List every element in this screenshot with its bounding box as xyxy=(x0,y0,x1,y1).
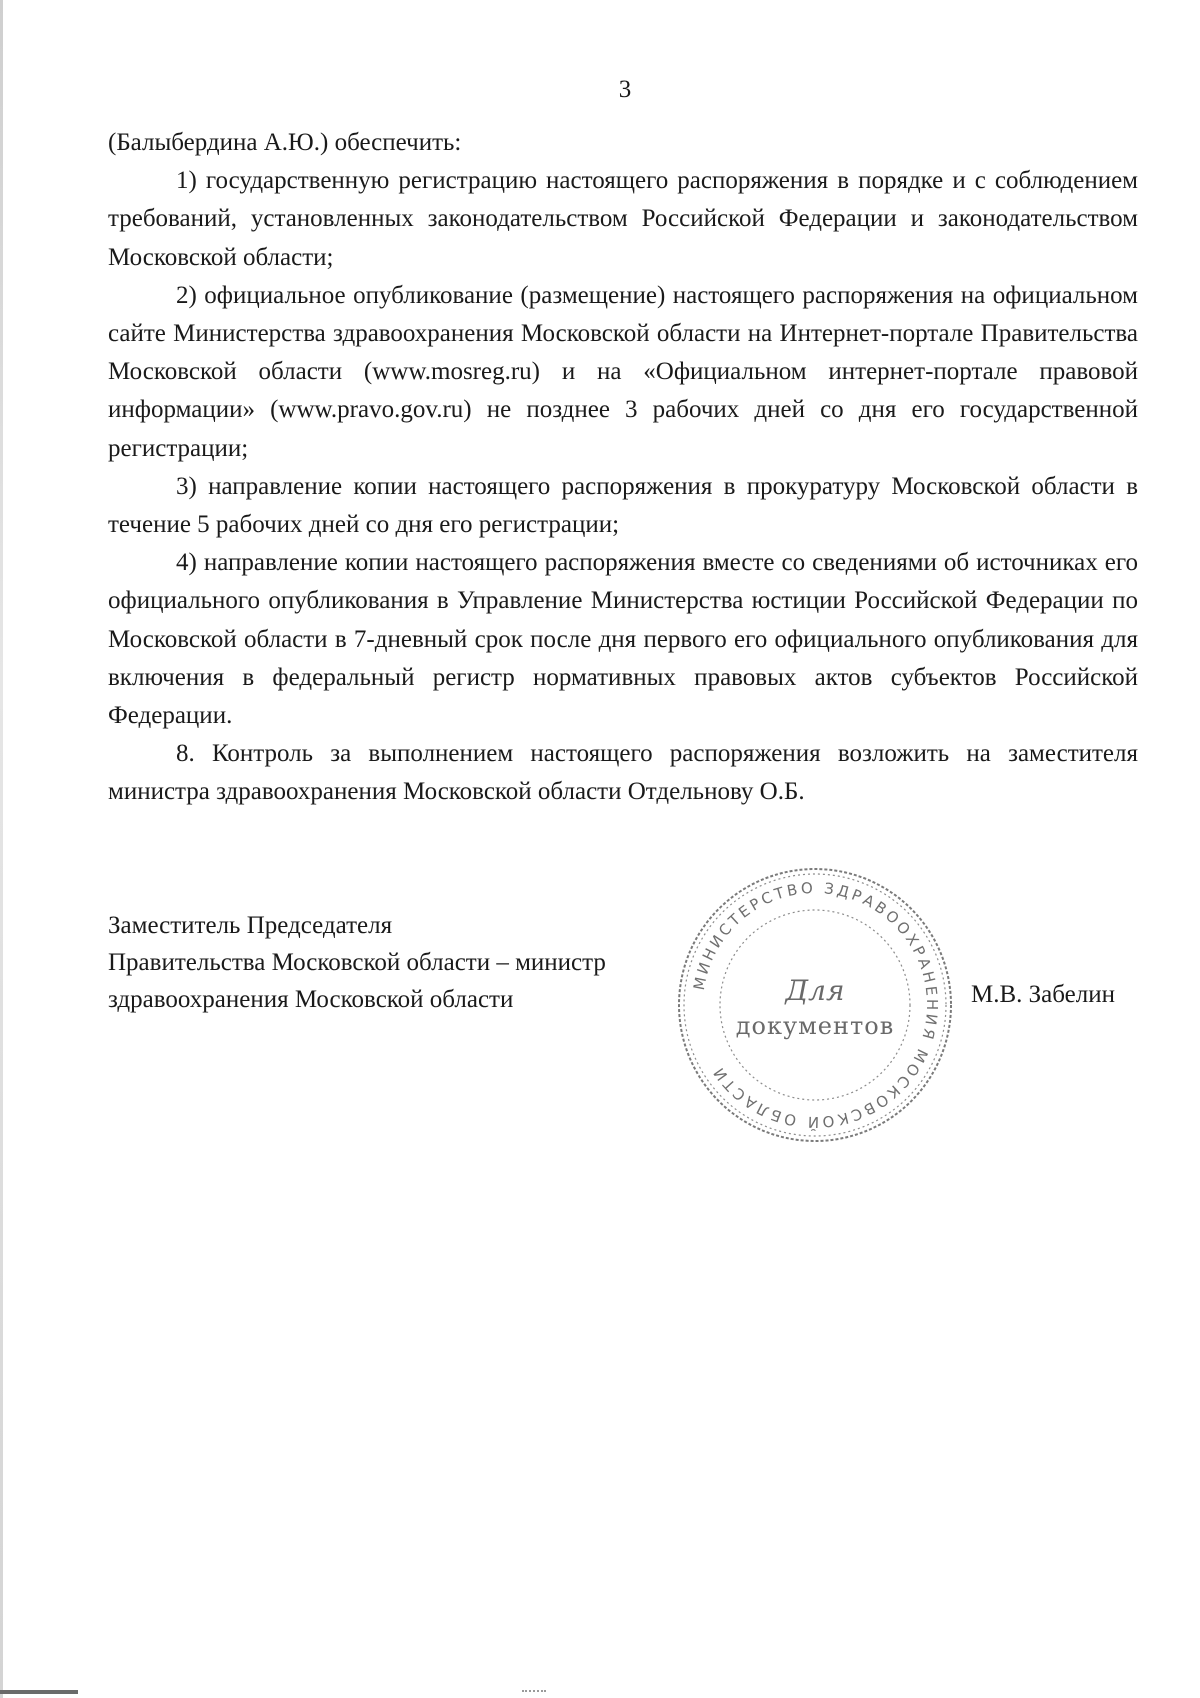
stamp-ring-text: МИНИСТЕРСТВО ЗДРАВООХРАНЕНИЯ МОСКОВСКОЙ ОБЛАСТИ xyxy=(689,878,942,1132)
stamp-center-line-1: Для xyxy=(785,974,845,1007)
signatory-title-line: Заместитель Председателя xyxy=(108,912,393,939)
scan-bottom-dots xyxy=(522,1690,546,1694)
paragraph-item-1: 1) государственную регистрацию настоящего распоряжения в порядке и с соблюдением требований, установленных законодательством Российской Федерации и законодательством Московской области; xyxy=(108,167,1138,271)
stamp-center-line-2: документов xyxy=(735,1012,895,1040)
paragraph-item-3: 3) направление копии настоящего распоряжения в прокуратуру Московской области в течение 5 рабочих дней со дня его регистрации; xyxy=(108,472,1138,539)
signatory-title-line: здравоохранения Московской области xyxy=(108,986,514,1013)
paragraph-control: 8. Контроль за выполнением настоящего распоряжения возложить на заместителя министра здравоохранения Московской области Отдельнову О.Б. xyxy=(108,740,1138,806)
scan-left-edge xyxy=(0,0,3,1698)
signatory-title xyxy=(108,907,606,1018)
paragraph-item-2: 2) официальное опубликование (размещение) настоящего распоряжения на официальном сайте Министерства здравоохранения Московской области на Интернет-портале Правительства Московской области (www.mosreg.ru) и на «Официальном интернет-портале правовой информации» (www.pravo.gov.ru) не позднее 3 рабочих дней со дня его государственной регистрации; xyxy=(108,281,1138,462)
scan-bottom-mark xyxy=(0,1690,78,1694)
signatory-name: М.В. Забелин xyxy=(971,981,1115,1008)
document-body xyxy=(108,124,1138,812)
paragraph-intro: (Балыбердина А.Ю.) обеспечить: xyxy=(108,129,462,156)
signatory-title-line: Правительства Московской области – министр xyxy=(108,949,606,976)
page-number: 3 xyxy=(618,76,632,103)
paragraph-item-4: 4) направление копии настоящего распоряжения вместе со сведениями об источниках его официального опубликования в Управление Министерства юстиции Российской Федерации по Московской области в 7-дневный срок после дня первого его официального опубликования для включения в федеральный регистр нормативных правовых актов субъектов Российской Федерации. xyxy=(108,549,1138,730)
official-stamp xyxy=(670,860,960,1150)
